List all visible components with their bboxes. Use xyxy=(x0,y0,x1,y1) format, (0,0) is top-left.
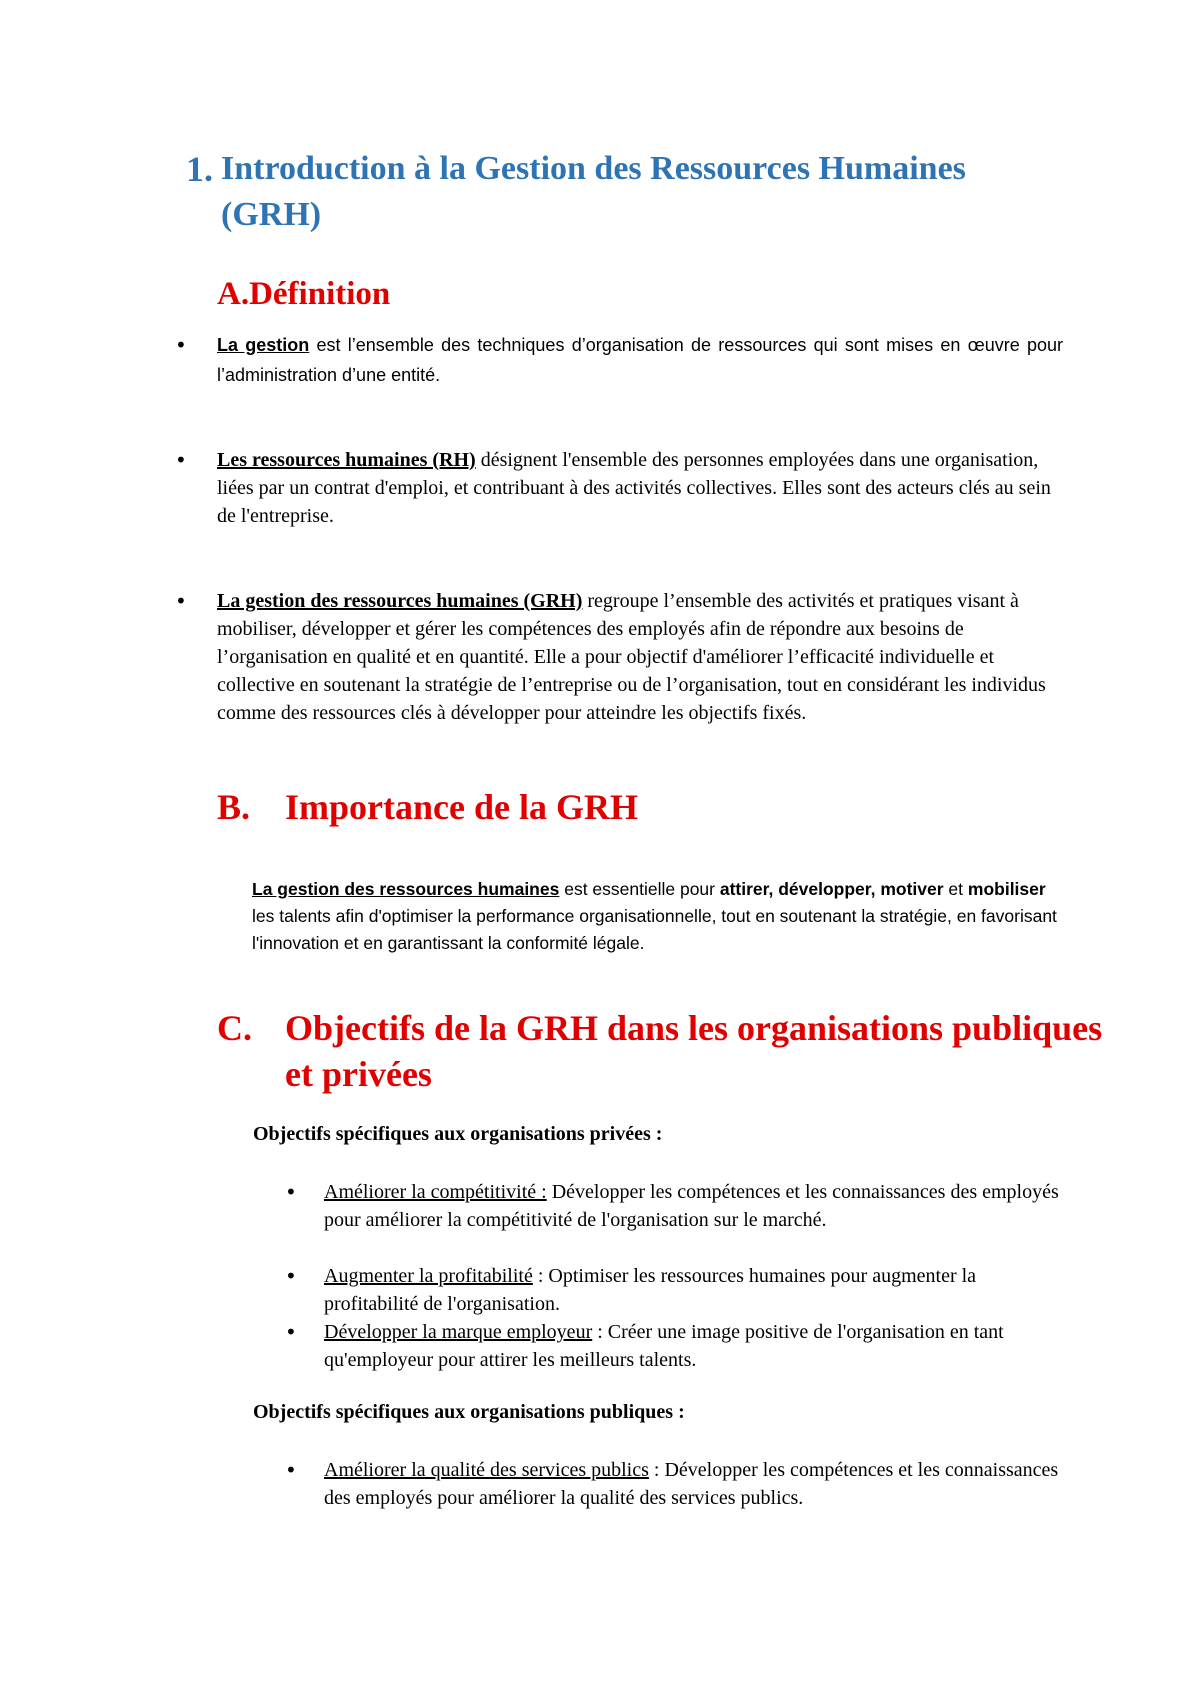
subheading-public: Objectifs spécifiques aux organisations publiques : xyxy=(253,1401,685,1423)
bold-text: attirer, développer, motiver xyxy=(719,879,944,899)
bullet-icon: • xyxy=(285,1320,297,1344)
importance-paragraph xyxy=(252,876,1062,957)
objective-term: Améliorer la compétitivité : xyxy=(324,1181,547,1203)
heading-letter: C. xyxy=(217,1008,252,1048)
text: : Créer une image positive de l'organisation en tant qu'employeur pour attirer les meilleurs talents. xyxy=(324,1321,1004,1371)
text: les talents afin d'optimiser la performance organisationnelle, tout en soutenant la stratégie, en favorisant l'innovation et en garantissant la conformité légale. xyxy=(252,906,1057,953)
bullet-icon: • xyxy=(285,1180,297,1204)
heading-number: 1. xyxy=(186,149,213,189)
definition-rh xyxy=(217,446,1063,530)
term-grh: La gestion des ressources humaines xyxy=(252,879,560,899)
subheading-private: Objectifs spécifiques aux organisations privées : xyxy=(253,1123,663,1145)
definition-text: est l’ensemble des techniques d’organisation de ressources qui sont mises en œuvre pour l’administration d’une entité. xyxy=(217,335,1063,385)
bullet-icon: • xyxy=(175,589,187,613)
objective-text xyxy=(324,1178,1064,1234)
term-grh: La gestion des ressources humaines (GRH) xyxy=(217,590,583,612)
definition-grh xyxy=(217,587,1063,727)
heading-title: Objectifs de la GRH dans les organisations publiques et privées xyxy=(285,1008,1103,1094)
text: et xyxy=(943,879,968,899)
bullet-icon: • xyxy=(285,1458,297,1482)
objective-term: Augmenter la profitabilité xyxy=(324,1265,533,1287)
objective-text xyxy=(324,1318,1064,1374)
definition-gestion xyxy=(217,330,1063,390)
objective-term: Développer la marque employeur xyxy=(324,1321,593,1343)
heading-title: Importance de la GRH xyxy=(285,787,638,827)
term-rh: Les ressources humaines (RH) xyxy=(217,449,476,471)
term-gestion: La gestion xyxy=(217,335,310,355)
text: : Optimiser les ressources humaines pour augmenter la profitabilité de l'organisation. xyxy=(324,1265,977,1315)
bold-text: mobiliser xyxy=(967,879,1046,899)
bullet-icon: • xyxy=(175,333,187,357)
heading-letter: B. xyxy=(217,787,251,827)
text: Développer les compétences et les connaissances des employés pour améliorer la compétitivité de l'organisation sur le marché. xyxy=(324,1181,1059,1231)
objective-text xyxy=(324,1262,1064,1318)
heading-definition: A.Définition xyxy=(217,276,391,312)
heading-title: Introduction à la Gestion des Ressources Humaines (GRH) xyxy=(221,150,966,233)
text: : Développer les compétences et les connaissances des employés pour améliorer la qualité des services publics. xyxy=(324,1459,1059,1509)
objective-text xyxy=(324,1456,1064,1512)
definition-text: désignent l'ensemble des personnes employées dans une organisation, liées par un contrat d'emploi, et contribuant à des activités collectives. Elles sont des acteurs clés au sein de l'entreprise. xyxy=(217,449,1051,527)
definition-text: regroupe l’ensemble des activités et pratiques visant à mobiliser, développer et gérer les compétences des employés afin de répondre aux besoins de l’organisation en qualité et en quantité. Elle a pour objectif d'améliorer l’efficacité individuelle et collective en soutenant la stratégie de l’entreprise ou de l’organisation, tout en considérant les individus comme des ressources clés à développer pour atteindre les objectifs fixés. xyxy=(217,590,1046,724)
text: est essentielle pour xyxy=(559,879,720,899)
bullet-icon: • xyxy=(285,1264,297,1288)
objective-term: Améliorer la qualité des services publics xyxy=(324,1459,649,1481)
bullet-icon: • xyxy=(175,448,187,472)
